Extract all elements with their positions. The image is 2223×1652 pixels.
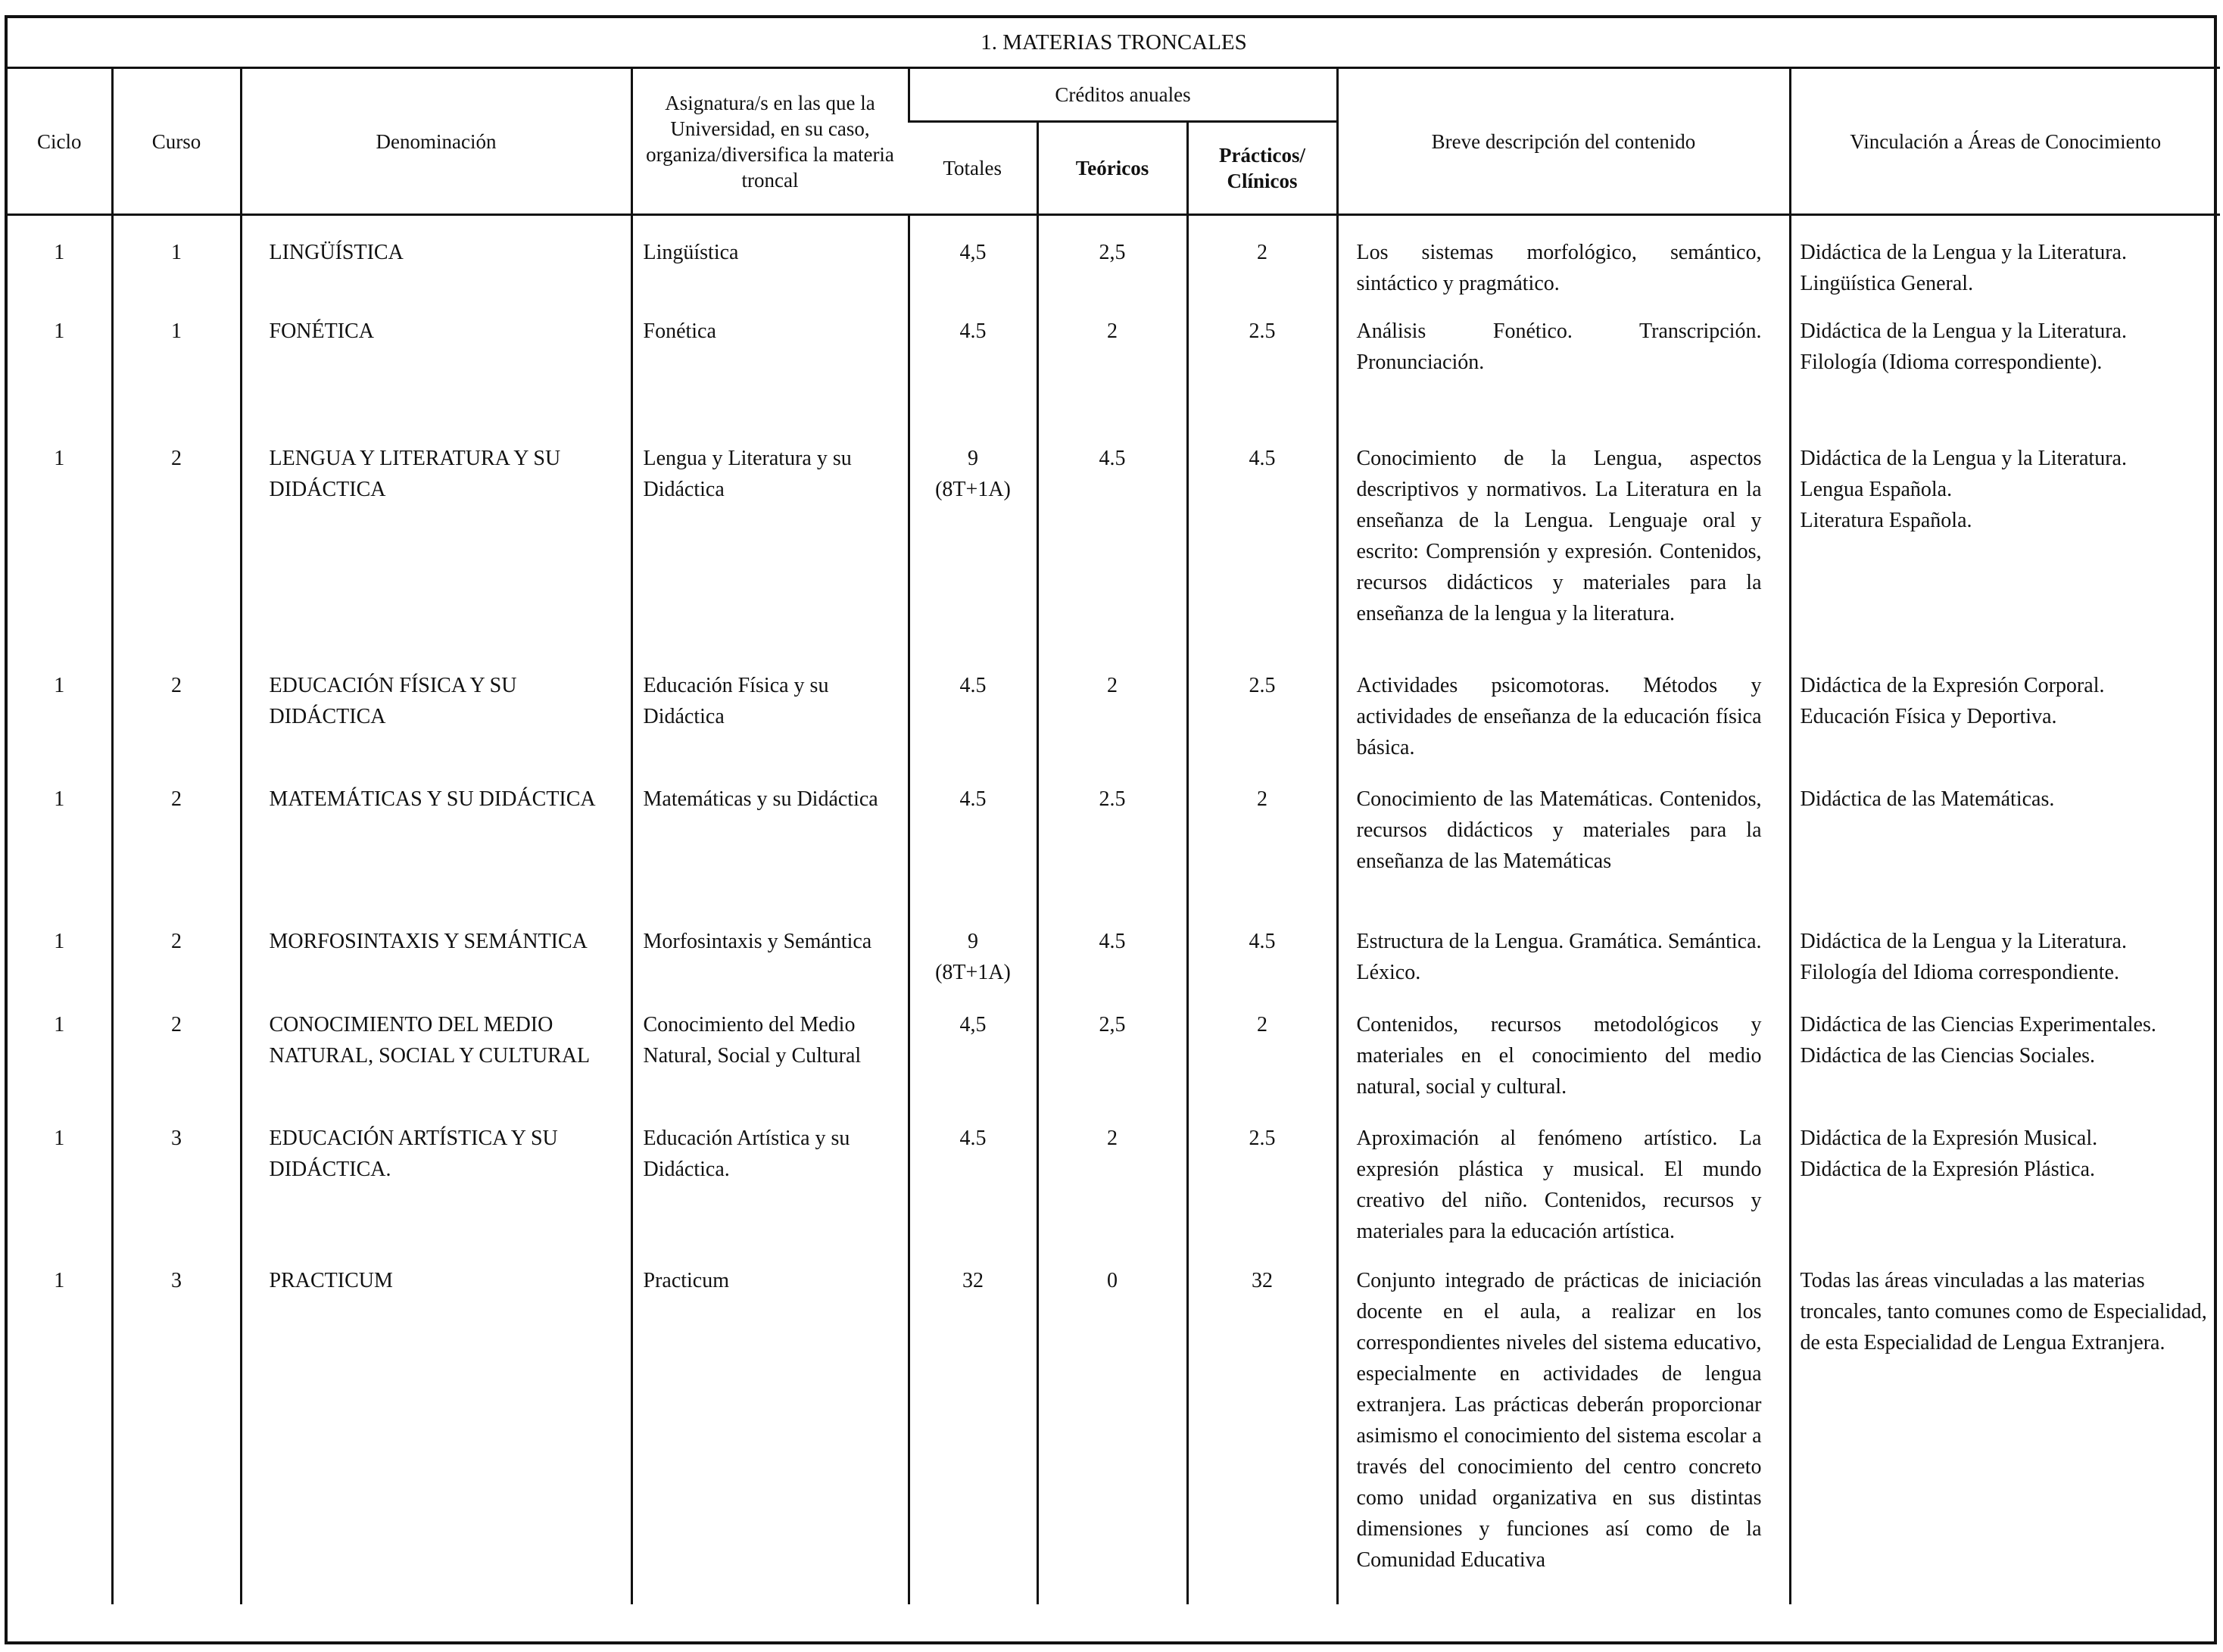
denominacion-cell: EDUCACIÓN ARTÍSTICA Y SU DIDÁCTICA. [241, 1108, 631, 1250]
totales-cell [909, 215, 1037, 300]
vinculacion-line: Didáctica de la Expresión Corporal. [1800, 674, 2105, 697]
practicos-cell: 4.5 [1187, 428, 1337, 655]
totales-cell [909, 299, 1037, 428]
teoricos-cell: 4.5 [1037, 428, 1187, 655]
practicos-cell: 2 [1187, 215, 1337, 300]
vinculacion-line: Didáctica de la Expresión Musical. [1800, 1127, 2098, 1150]
totales-breakdown: (8T+1A) [935, 478, 1011, 501]
totales-value: 9 [968, 447, 978, 470]
practicos-cell: 4.5 [1187, 911, 1337, 994]
totales-cell [909, 994, 1037, 1108]
descripcion-cell: Conjunto integrado de prácticas de iniciación docente en el aula, a realizar en los correspondientes niveles del sistema educativo, especialmente en actividades de lengua extranjera. Las prácticas deberán proporcionar asimismo el conocimiento del sistema escolar a través del conocimiento del centro concreto como unidad organizativa en sus distintas dimensiones y funciones así como de la Comunidad Educativa [1337, 1250, 1790, 1604]
header-descripcion: Breve descripción del contenido [1337, 68, 1790, 215]
curso-cell: 2 [112, 911, 241, 994]
denominacion-cell: FONÉTICA [241, 299, 631, 428]
curso-cell: 2 [112, 768, 241, 911]
ciclo-cell: 1 [54, 787, 65, 811]
teoricos-cell: 4.5 [1037, 911, 1187, 994]
table-row [8, 768, 2220, 911]
practicos-cell: 2 [1187, 994, 1337, 1108]
practicos-cell: 2.5 [1187, 1108, 1337, 1250]
header-teoricos: Teóricos [1037, 122, 1187, 215]
table-row [8, 299, 2220, 428]
denominacion-cell: MATEMÁTICAS Y SU DIDÁCTICA [241, 768, 631, 911]
vinculacion-line: Didáctica de la Lengua y la Literatura. [1800, 241, 2127, 264]
document-page [5, 15, 2217, 1644]
header-creditos-anuales: Créditos anuales [909, 68, 1337, 122]
header-vinculacion: Vinculación a Áreas de Conocimiento [1790, 68, 2220, 215]
ciclo-cell: 1 [54, 447, 65, 470]
ciclo-cell: 1 [54, 319, 65, 343]
header-curso: Curso [112, 68, 241, 215]
teoricos-cell: 2,5 [1037, 994, 1187, 1108]
totales-cell [909, 911, 1037, 994]
denominacion-cell: EDUCACIÓN FÍSICA Y SU DIDÁCTICA [241, 655, 631, 768]
vinculacion-line: Didáctica de la Expresión Plástica. [1800, 1158, 2096, 1181]
teoricos-cell: 2 [1037, 1108, 1187, 1250]
ciclo-cell: 1 [54, 241, 65, 264]
vinculacion-line: Lengua Española. [1800, 478, 1953, 501]
asignatura-cell: Lingüística [631, 215, 909, 300]
totales-value: 4,5 [959, 1013, 987, 1036]
ciclo-cell: 1 [54, 1013, 65, 1036]
table-row [8, 215, 2220, 300]
totales-value: 4.5 [959, 674, 987, 697]
vinculacion-line: Todas las áreas vinculadas a las materias troncales, tanto comunes como de Especialidad, de esta Especialidad de Lengua Extranjera. [1800, 1269, 2207, 1354]
descripcion-cell: Conocimiento de la Lengua, aspectos descriptivos y normativos. La Literatura en la enseñanza de la Lengua. Lenguaje oral y escrito: Comprensión y expresión. Contenidos, recursos didácticos y materiales para la enseñanza de la lengua y la literatura. [1337, 428, 1790, 655]
vinculacion-line: Didáctica de la Lengua y la Literatura. [1800, 930, 2127, 953]
vinculacion-cell [1790, 299, 2220, 428]
totales-breakdown: (8T+1A) [935, 961, 1011, 984]
table-row [8, 428, 2220, 655]
header-ciclo: Ciclo [8, 68, 112, 215]
teoricos-cell: 2,5 [1037, 215, 1187, 300]
vinculacion-line: Didáctica de las Matemáticas. [1800, 787, 2055, 811]
descripcion-cell: Actividades psicomotoras. Métodos y actividades de enseñanza de la educación física básica. [1337, 655, 1790, 768]
curso-cell: 3 [112, 1108, 241, 1250]
teoricos-cell: 0 [1037, 1250, 1187, 1604]
practicos-cell: 2.5 [1187, 299, 1337, 428]
totales-value: 4.5 [959, 319, 987, 343]
asignatura-cell: Matemáticas y su Didáctica [631, 768, 909, 911]
curso-cell: 2 [112, 655, 241, 768]
descripcion-cell: Aproximación al fenómeno artístico. La expresión plástica y musical. El mundo creativo del niño. Contenidos, recursos y materiales para la educación artística. [1337, 1108, 1790, 1250]
vinculacion-line: Filología del Idioma correspondiente. [1800, 961, 2119, 984]
vinculacion-cell [1790, 768, 2220, 911]
ciclo-cell: 1 [54, 1269, 65, 1292]
teoricos-cell: 2.5 [1037, 768, 1187, 911]
asignatura-cell: Practicum [631, 1250, 909, 1604]
vinculacion-cell [1790, 428, 2220, 655]
materias-troncales-table [8, 18, 2220, 1604]
totales-cell [909, 768, 1037, 911]
practicos-cell: 32 [1187, 1250, 1337, 1604]
vinculacion-line: Didáctica de las Ciencias Sociales. [1800, 1044, 2096, 1068]
table-row [8, 911, 2220, 994]
denominacion-cell: PRACTICUM [241, 1250, 631, 1604]
totales-cell [909, 1250, 1037, 1604]
asignatura-cell: Morfosintaxis y Semántica [631, 911, 909, 994]
asignatura-cell: Conocimiento del Medio Natural, Social y Cultural [631, 994, 909, 1108]
ciclo-cell: 1 [54, 1127, 65, 1150]
curso-cell: 3 [112, 1250, 241, 1604]
vinculacion-line: Literatura Española. [1800, 509, 1972, 532]
totales-value: 9 [968, 930, 978, 953]
denominacion-cell: MORFOSINTAXIS Y SEMÁNTICA [241, 911, 631, 994]
asignatura-cell: Fonética [631, 299, 909, 428]
denominacion-cell: LINGÜÍSTICA [241, 215, 631, 300]
totales-cell [909, 428, 1037, 655]
table-title: 1. MATERIAS TRONCALES [8, 18, 2220, 68]
asignatura-cell: Educación Física y su Didáctica [631, 655, 909, 768]
practicos-cell: 2.5 [1187, 655, 1337, 768]
denominacion-cell: CONOCIMIENTO DEL MEDIO NATURAL, SOCIAL Y CULTURAL [241, 994, 631, 1108]
vinculacion-line: Didáctica de las Ciencias Experimentales. [1800, 1013, 2156, 1036]
ciclo-cell: 1 [54, 674, 65, 697]
vinculacion-cell [1790, 215, 2220, 300]
descripcion-cell: Análisis Fonético. Transcripción. Pronunciación. [1337, 299, 1790, 428]
totales-cell [909, 1108, 1037, 1250]
vinculacion-cell [1790, 911, 2220, 994]
vinculacion-cell [1790, 655, 2220, 768]
header-asignatura: Asignatura/s en las que la Universidad, en su caso, organiza/diversifica la materia troncal [631, 68, 909, 215]
ciclo-cell: 1 [54, 930, 65, 953]
curso-cell: 2 [112, 428, 241, 655]
vinculacion-line: Didáctica de la Lengua y la Literatura. [1800, 447, 2127, 470]
totales-value: 32 [962, 1269, 984, 1292]
vinculacion-line: Filología (Idioma correspondiente). [1800, 351, 2103, 374]
table-row [8, 1250, 2220, 1604]
teoricos-cell: 2 [1037, 655, 1187, 768]
practicos-cell: 2 [1187, 768, 1337, 911]
totales-value: 4.5 [959, 787, 987, 811]
table-row [8, 655, 2220, 768]
curso-cell: 1 [112, 299, 241, 428]
header-totales: Totales [909, 122, 1037, 215]
vinculacion-cell [1790, 994, 2220, 1108]
totales-cell [909, 655, 1037, 768]
totales-value: 4.5 [959, 1127, 987, 1150]
vinculacion-cell [1790, 1108, 2220, 1250]
table-row [8, 1108, 2220, 1250]
header-practicos: Prácticos/ Clínicos [1187, 122, 1337, 215]
curso-cell: 1 [112, 215, 241, 300]
vinculacion-line: Educación Física y Deportiva. [1800, 705, 2057, 728]
descripcion-cell: Los sistemas morfológico, semántico, sintáctico y pragmático. [1337, 215, 1790, 300]
curso-cell: 2 [112, 994, 241, 1108]
descripcion-cell: Conocimiento de las Matemáticas. Contenidos, recursos didácticos y materiales para la enseñanza de las Matemáticas [1337, 768, 1790, 911]
descripcion-cell: Estructura de la Lengua. Gramática. Semántica. Léxico. [1337, 911, 1790, 994]
descripcion-cell: Contenidos, recursos metodológicos y materiales en el conocimiento del medio natural, social y cultural. [1337, 994, 1790, 1108]
table-row [8, 994, 2220, 1108]
totales-value: 4,5 [959, 241, 987, 264]
asignatura-cell: Educación Artística y su Didáctica. [631, 1108, 909, 1250]
vinculacion-line: Lingüística General. [1800, 272, 1974, 295]
denominacion-cell: LENGUA Y LITERATURA Y SU DIDÁCTICA [241, 428, 631, 655]
teoricos-cell: 2 [1037, 299, 1187, 428]
vinculacion-cell [1790, 1250, 2220, 1604]
vinculacion-line: Didáctica de la Lengua y la Literatura. [1800, 319, 2127, 343]
header-denominacion: Denominación [241, 68, 631, 215]
asignatura-cell: Lengua y Literatura y su Didáctica [631, 428, 909, 655]
